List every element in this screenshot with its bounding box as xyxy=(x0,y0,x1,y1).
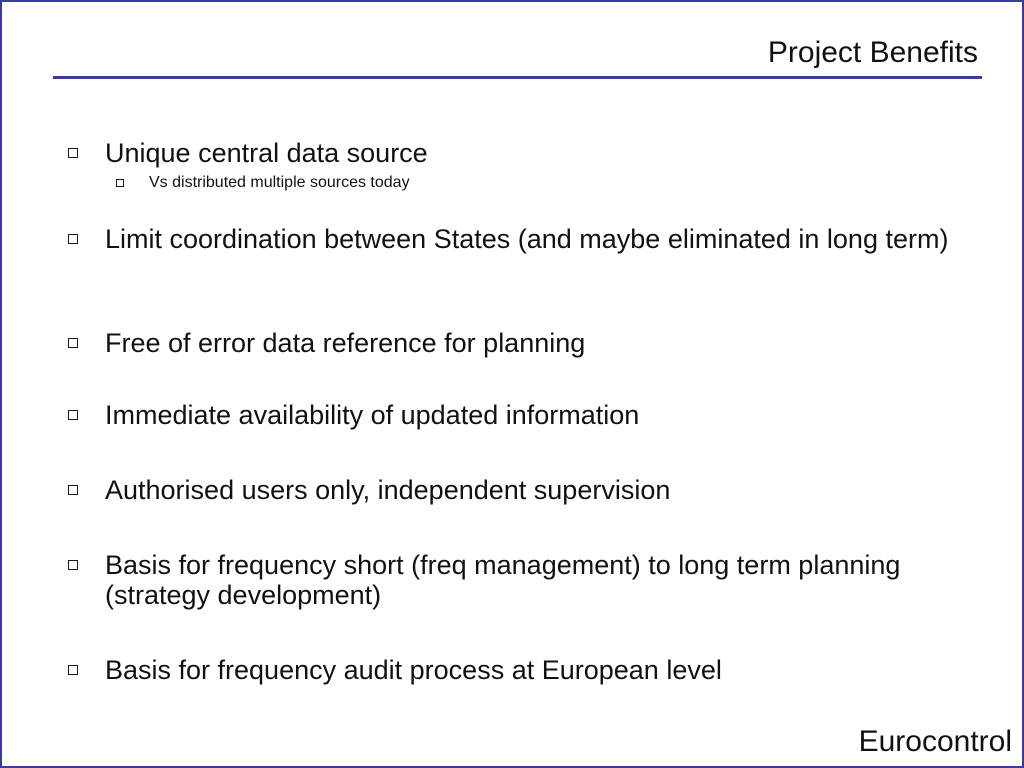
sub-bullet-text: Vs distributed multiple sources today xyxy=(149,174,410,191)
bullet-text: Free of error data reference for planning xyxy=(105,328,586,358)
square-bullet-icon xyxy=(68,148,78,158)
bullet-text: Basis for frequency audit process at European level xyxy=(105,655,722,685)
footer-brand: Eurocontrol xyxy=(858,725,1012,758)
bullet-text: Immediate availability of updated information xyxy=(105,400,640,430)
square-bullet-icon xyxy=(68,560,78,570)
bullet-text: Basis for frequency short (freq management) to long term planning (strategy development) xyxy=(105,550,901,610)
bullet-text: Authorised users only, independent supervision xyxy=(105,475,671,505)
square-bullet-icon xyxy=(68,665,78,675)
slide-title: Project Benefits xyxy=(767,36,978,69)
square-sub-bullet-icon xyxy=(116,179,124,187)
square-bullet-icon xyxy=(68,410,78,420)
bullet-list xyxy=(2,2,1024,768)
square-bullet-icon xyxy=(68,338,78,348)
bullet-text: Limit coordination between States (and maybe eliminated in long term) xyxy=(105,224,949,254)
square-bullet-icon xyxy=(68,485,78,495)
square-bullet-icon xyxy=(68,234,78,244)
bullet-text: Unique central data source xyxy=(105,138,428,168)
